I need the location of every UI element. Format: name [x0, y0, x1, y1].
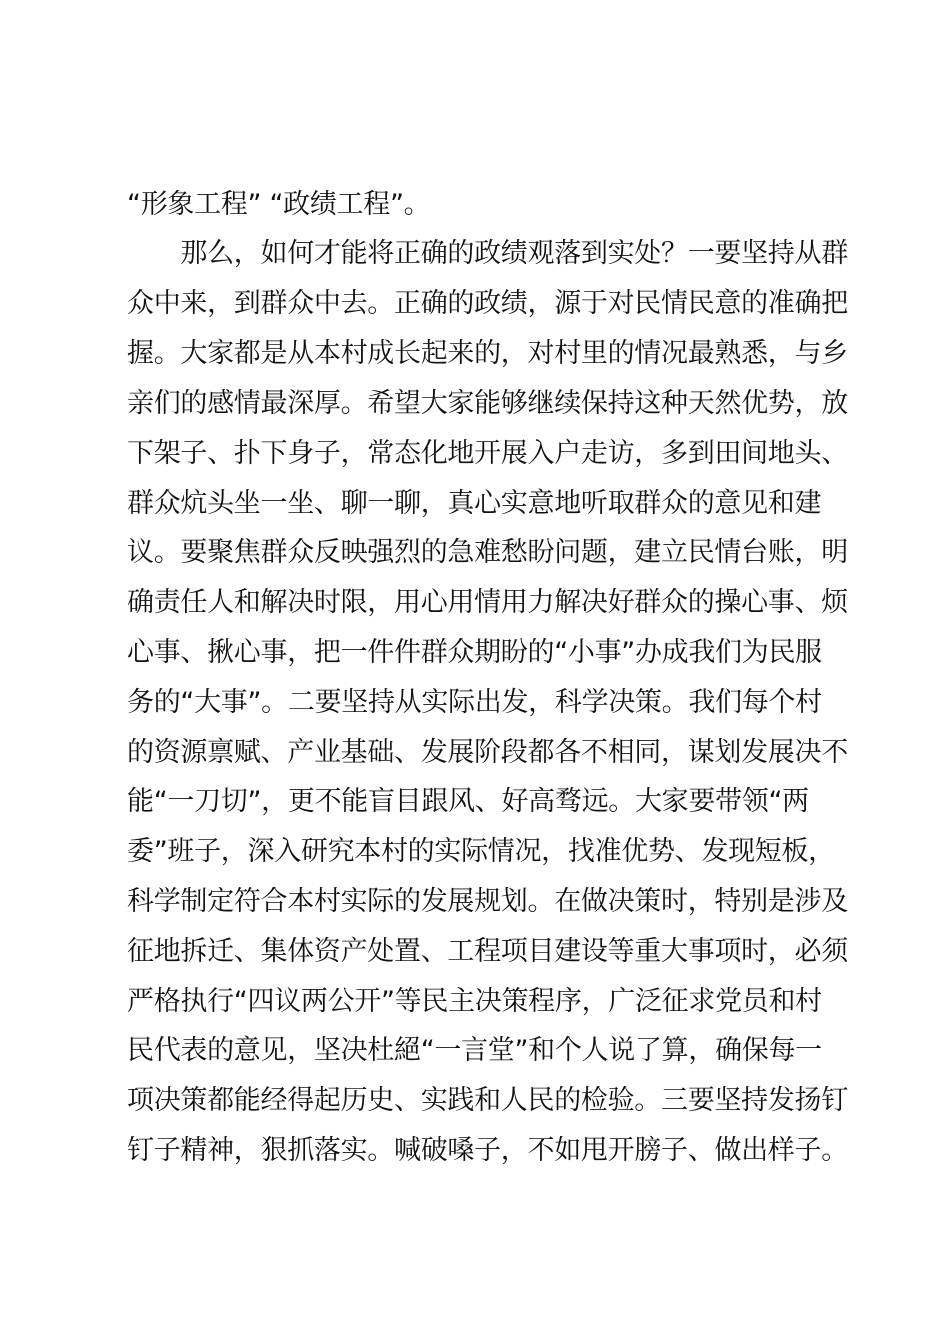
- text-line: 亲们的感情最深厚。希望大家能够继续保持这种天然优势，放: [127, 388, 848, 419]
- text-line: 众中来，到群众中去。正确的政绩，源于对民情民意的准确把: [127, 288, 848, 319]
- text-line: 钉子精神，狠抓落实。喊破嗓子，不如甩开膀子、做出样子。: [127, 1135, 848, 1166]
- text-line: 议。要聚焦群众反映强烈的急难愁盼问题，建立民情台账，明: [127, 537, 848, 568]
- text-line: 群众炕头坐一坐、聊一聊，真心实意地听取群众的意见和建: [127, 488, 822, 519]
- paragraph-start-line: 那么，如何才能将正确的政绩观落到实处？一要坚持从群: [127, 238, 848, 269]
- text-line: 委”班子，深入研究本村的实际情况，找准优势、发现短板，: [127, 836, 835, 867]
- text-line: 确责任人和解决时限，用心用情用力解决好群众的操心事、烦: [127, 587, 848, 618]
- text-line: 握。大家都是从本村成长起来的，对村里的情况最熟悉，与乡: [127, 338, 848, 369]
- text-line: 征地拆迁、集体资产处置、工程项目建设等重大事项时，必须: [127, 936, 848, 967]
- text-line: 下架子、扑下身子，常态化地开展入户走访，多到田间地头、: [127, 438, 848, 469]
- text-line: 科学制定符合本村实际的发展规划。在做决策时，特别是涉及: [127, 886, 848, 917]
- text-line: 能“一刀切”，更不能盲目跟风、好高骛远。大家要带领“两: [127, 786, 809, 817]
- text-line: 的资源禀赋、产业基础、发展阶段都各不相同，谋划发展决不: [127, 737, 848, 768]
- text-line: 民代表的意见，坚决杜絕“一言堂”和个人说了算，确保每一: [127, 1035, 822, 1066]
- text-line: 严格执行“四议两公开”等民主决策程序，广泛征求党员和村: [127, 986, 822, 1017]
- text-line: “形象工程” “政绩工程”。: [127, 189, 431, 220]
- text-line: 务的“大事”。二要坚持从实际出发，科学决策。我们每个村: [127, 687, 822, 718]
- text-line: 项决策都能经得起历史、实践和人民的检验。三要坚持发扬钉: [127, 1085, 848, 1116]
- text-line: 心事、揪心事，把一件件群众期盼的“小事”办成我们为民服: [127, 637, 822, 668]
